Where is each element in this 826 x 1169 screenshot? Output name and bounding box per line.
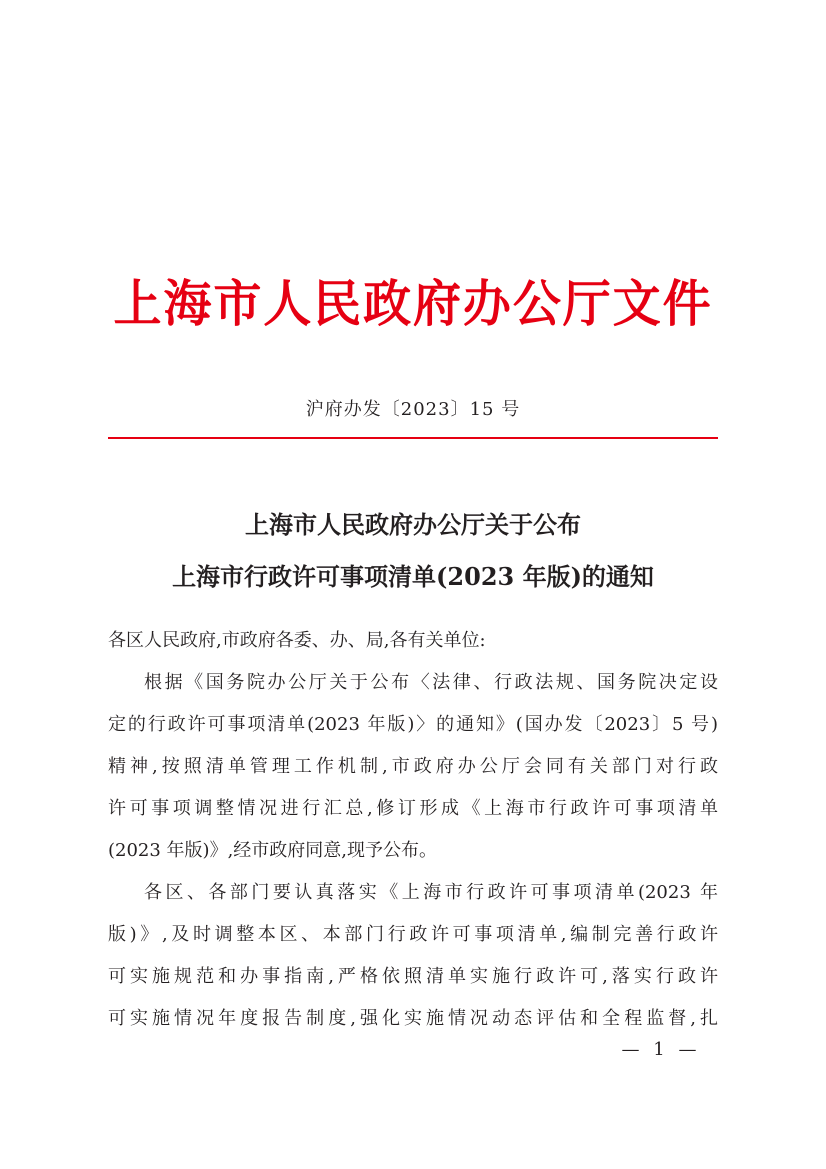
- paragraph-2-line: 可实施情况年度报告制度,强化实施情况动态评估和全程监督,扎: [108, 1008, 718, 1029]
- page-number: — 1 —: [621, 1039, 701, 1060]
- paragraph-1-line: 根据《国务院办公厅关于公布〈法律、行政法规、国务院决定设: [144, 672, 718, 693]
- paragraph-2-line: 可实施规范和办事指南,严格依照清单实施行政许可,落实行政许: [108, 966, 718, 987]
- paragraph-2-line: 版)》,及时调整本区、本部门行政许可事项清单,编制完善行政许: [108, 924, 718, 945]
- paragraph-1-line: 许可事项调整情况进行汇总,修订形成《上海市行政许可事项清单: [108, 798, 718, 819]
- paragraph-1-line: (2023 年版)》,经市政府同意,现予公布。: [108, 840, 438, 861]
- notice-title-line-2: 上海市行政许可事项清单(2023 年版)的通知: [172, 562, 654, 591]
- salutation: 各区人民政府,市政府各委、办、局,各有关单位:: [108, 630, 486, 651]
- paragraph-1-line: 精神,按照清单管理工作机制,市政府办公厅会同有关部门对行政: [108, 756, 718, 777]
- paragraph-2-line: 各区、各部门要认真落实《上海市行政许可事项清单(2023 年: [144, 882, 718, 903]
- paragraph-1-line: 定的行政许可事项清单(2023 年版)〉的通知》(国办发〔2023〕5 号): [108, 714, 718, 735]
- masthead-title: 上海市人民政府办公厅文件: [113, 274, 713, 333]
- red-divider: [108, 437, 718, 439]
- document-number: 沪府办发〔2023〕15 号: [305, 399, 521, 420]
- notice-title-line-1: 上海市人民政府办公厅关于公布: [245, 510, 581, 539]
